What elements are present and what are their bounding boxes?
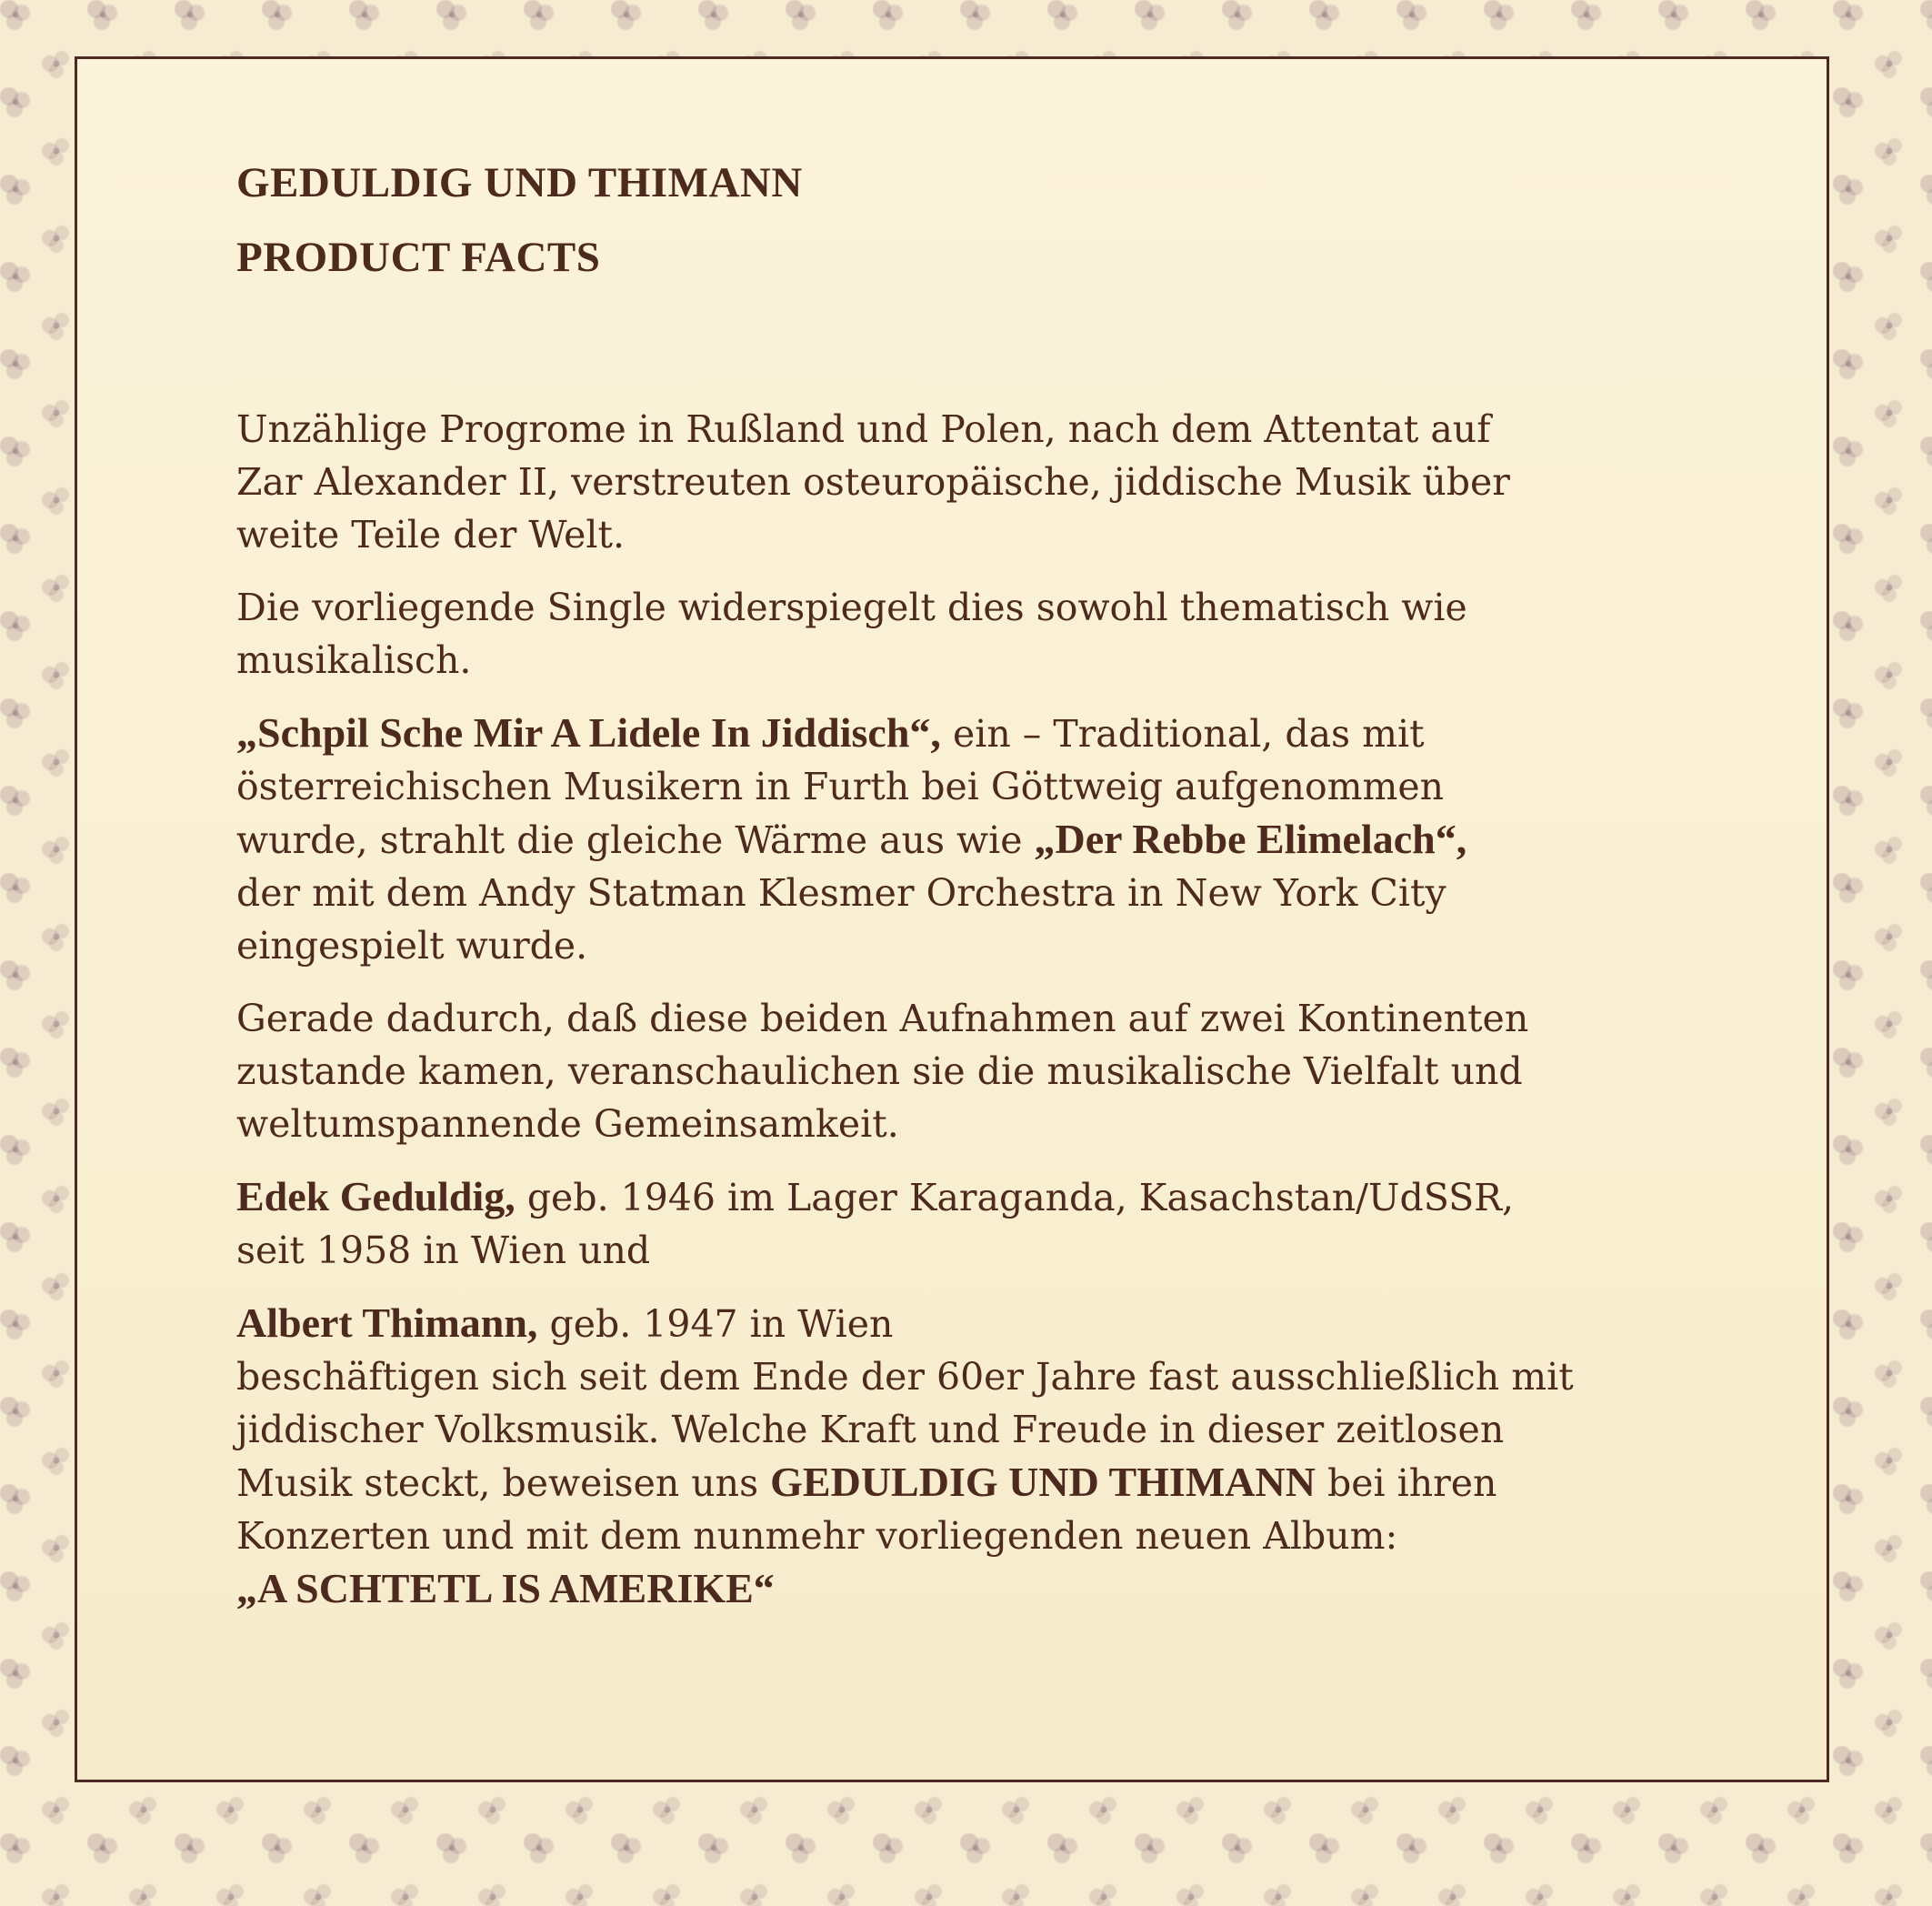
album-title: „A SCHTETL IS AMERIKE“ [236,1565,775,1611]
text-line: Gerade dadurch, daß diese beiden Aufnahmen auf zwei Kontinenten [236,997,1529,1040]
artist-name-edek: Edek Geduldig, [236,1173,516,1219]
text-line [236,1297,1709,1350]
text-line: seit 1958 in Wien und [236,1229,651,1272]
text-line: österreichischen Musikern in Furth bei Göttweig aufgenommen [236,765,1445,808]
text-line [236,707,1709,760]
paragraph-history [236,403,1709,561]
text-run: Musik steckt, beweisen uns [236,1461,771,1505]
text-line: der mit dem Andy Statman Klesmer Orchestra in New York City [236,871,1446,915]
track-title-rebbe: „Der Rebbe Elimelach“, [1034,816,1467,862]
page-subtitle: PRODUCT FACTS [236,234,601,281]
text-run: wurde, strahlt die gleiche Wärme aus wie [236,818,1035,862]
text-line: jiddischer Volksmusik. Welche Kraft und Freude in dieser zeitlosen [236,1408,1505,1451]
text-line [236,1456,1709,1510]
artist-name-albert: Albert Thimann, [236,1299,538,1346]
paragraph-single [236,581,1709,687]
text-line: weite Teile der Welt. [236,513,626,557]
text-line: musikalisch. [236,638,472,682]
track-title-schpil: „Schpil Sche Mir A Lidele In Jiddisch“, [236,709,941,756]
text-panel [75,56,1829,1782]
panel-content [236,157,1709,1636]
text-run: bei ihren [1315,1461,1497,1505]
paragraph-continents [236,992,1709,1150]
paragraph-tracks [236,707,1709,972]
paragraph-albert [236,1297,1709,1616]
text-line [236,1170,1709,1224]
text-run: ein – Traditional, das mit [940,712,1425,756]
text-line: zustande kamen, veranschaulichen sie die musikalische Vielfalt und [236,1049,1523,1093]
text-line: Zar Alexander II, verstreuten osteuropäische, jiddische Musik über [236,460,1510,504]
text-line [236,1562,1709,1616]
paragraph-edek [236,1170,1709,1277]
text-line: Die vorliegende Single widerspiegelt dies sowohl thematisch wie [236,586,1467,629]
band-name: GEDULDIG UND THIMANN [770,1459,1316,1505]
text-line: Konzerten und mit dem nunmehr vorliegenden neuen Album: [236,1514,1398,1558]
text-run: geb. 1946 im Lager Karaganda, Kasachstan/UdSSR, [515,1176,1515,1219]
text-line: beschäftigen sich seit dem Ende der 60er Jahre fast ausschließlich mit [236,1355,1574,1399]
text-line: weltumspannende Gemeinsamkeit. [236,1102,899,1146]
text-line [236,813,1709,867]
text-line: Unzählige Progrome in Rußland und Polen, nach dem Attentat auf [236,407,1491,451]
text-line: eingespielt wurde. [236,924,588,968]
text-run: geb. 1947 in Wien [537,1302,894,1346]
page-title: GEDULDIG UND THIMANN [236,159,803,206]
